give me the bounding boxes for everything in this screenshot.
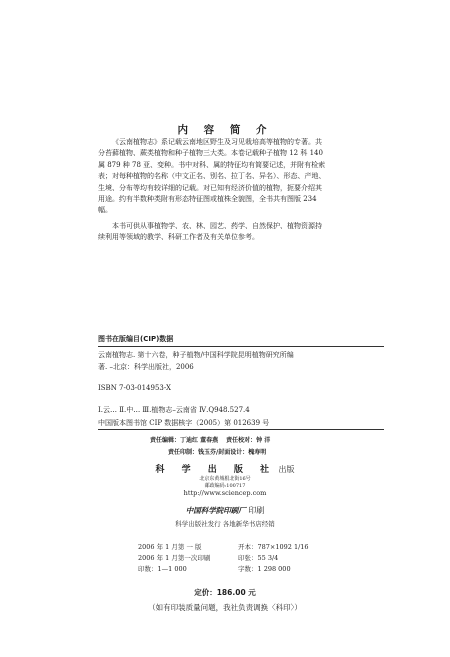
word-count-line: 字数：1 298 000 [238, 565, 291, 573]
cip-data-number: 中国版本图书馆 CIP 数据核字（2005）第 012639 号 [98, 419, 270, 427]
cip-record-line: 著. –北京：科学出版社，2006 [98, 363, 194, 371]
summary-line: 分苔藓植物、蕨类植物和种子植物三大类。本卷记载种子植物 12 科 140 [98, 149, 323, 158]
cip-isbn: ISBN 7-03-014953-X [98, 384, 171, 392]
summary-line: 幅。 [98, 206, 112, 215]
publisher-url: http://www.sciencep.com [183, 489, 267, 497]
printer-logo-text: 中国科学院印刷厂 [185, 506, 246, 515]
summary-paragraph-1 [98, 137, 380, 217]
price: 定价：186.00 元 [194, 588, 256, 597]
quality-notice: （如有印装质量问题，我社负责调换〈科印〉） [148, 603, 302, 612]
summary-line: 《云南植物志》系记载云南地区野生及习见栽培高等植物的专著。共 [112, 138, 322, 146]
cip-top-rule [98, 346, 384, 347]
summary-line: 本书可供从事植物学、农、林、园艺、药学、自然保护、植物资源持 [112, 222, 322, 230]
design-name: 槐寿明 [248, 449, 267, 456]
distribution-line: 科学出版社发行 各地新华书店经销 [175, 520, 275, 528]
summary-line: 续利用等领域的教学、科研工作者及有关单位参考。 [98, 233, 259, 242]
summary-line: 生境、分布等均有较详细的记载。对已知有经济价值的植物，扼要介绍其 [98, 183, 322, 192]
sheets-line: 印张：55 3/4 [238, 554, 279, 562]
editors-label: 责任编辑： [150, 437, 181, 444]
summary-line: 用途。约有半数种类附有形态特征图或植株全貌图，全书共有图版 234 [98, 195, 317, 204]
proof-label: 责任校对： [226, 437, 257, 444]
summary-line: 属 879 种 78 亚、变种。书中对科、属的特征均有简要记述，并附有检索 [98, 160, 326, 169]
cip-bottom-rule [98, 429, 384, 430]
print-label: 责任印制： [168, 449, 199, 456]
design-label: 封面设计： [218, 449, 249, 456]
summary-title: 内 容 简 介 [177, 124, 273, 136]
publisher-postcode: 邮政编码:100717 [204, 483, 246, 489]
publisher-line [0, 462, 450, 475]
cip-record-line: 云南植物志. 第十六卷，种子植物/中国科学院昆明植物研究所编 [98, 351, 294, 359]
staff-line-2: 责任印制：钱玉芬/封面设计：槐寿明 [168, 449, 267, 456]
staff-line-1 [150, 435, 270, 444]
format-line: 开本：787×1092 1/16 [238, 543, 309, 551]
summary-line: 表；对每种植物的名称（中文正名、别名、拉丁名、异名）、形态、产地、 [98, 172, 326, 181]
printer-suffix: 印刷 [248, 506, 265, 515]
proof-name: 钟 洋 [256, 437, 271, 444]
print-run-line: 印数：1—1 000 [138, 565, 187, 573]
edition-line: 2006 年 1 月第 一 版 [138, 543, 202, 551]
editors-names: 丁迪红 董春燕 [180, 437, 219, 444]
printer-line [0, 505, 450, 516]
summary-paragraph-2 [98, 221, 380, 244]
print-name: 钱玉芬 [198, 449, 217, 456]
printing-line: 2006 年 1 月第一次印刷 [138, 554, 211, 562]
publisher-address: 北京东黄城根北街16号 [199, 476, 251, 482]
cip-heading: 图书在版编目(CIP)数据 [98, 335, 174, 343]
publisher-suffix: 出版 [278, 465, 295, 474]
cip-classification: Ⅰ.云… Ⅱ.中… Ⅲ.植物志–云南省 Ⅳ.Q948.527.4 [98, 406, 250, 414]
publisher-logo-text: 科 学 出 版 社 [155, 465, 276, 475]
